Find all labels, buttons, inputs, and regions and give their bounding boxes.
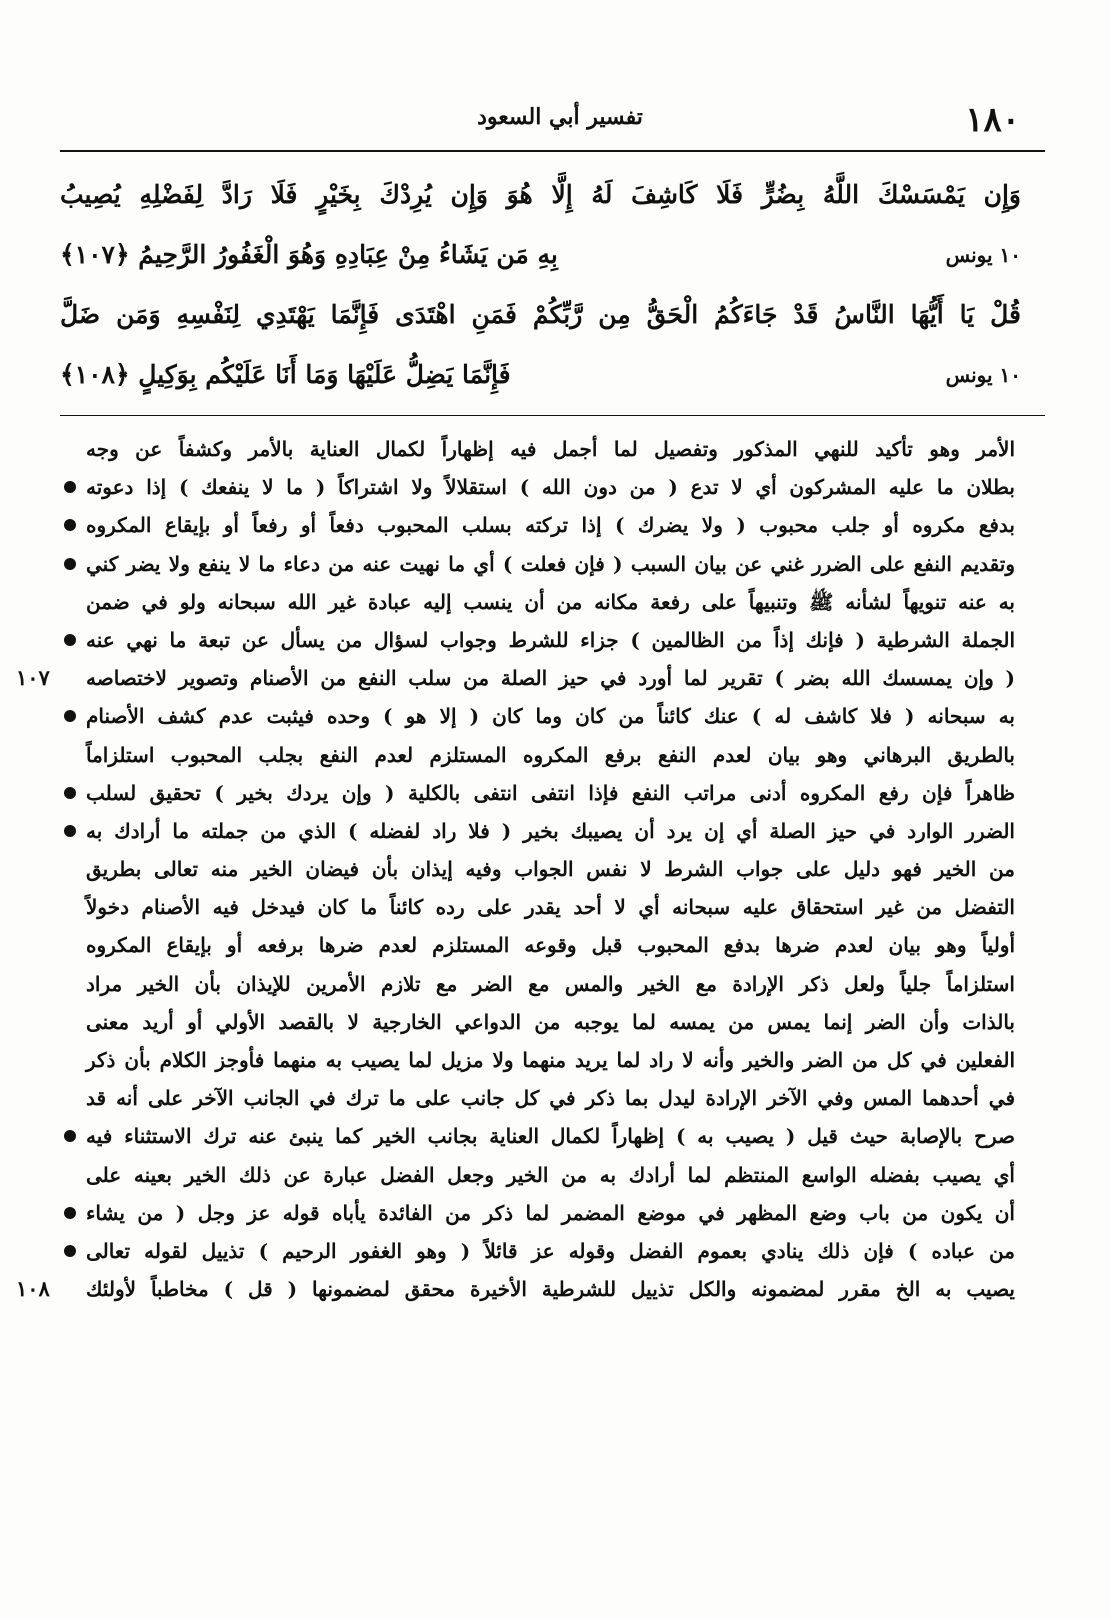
commentary-text: من عباده ) فإن ذلك ينادي بعموم الفضل وقوله عز قائلاً ( وهو الغفور الرحيم ) تذييل لقوله تعالى	[86, 1238, 1015, 1263]
verse-text: وَإِن يَمْسَسْكَ اللَّهُ بِضُرٍّ فَلَا كَاشِفَ لَهُ إِلَّا هُوَ وَإِن يُرِدْكَ بِخَيْرٍ فَلَا رَادَّ لِفَضْلِهِ يُصِيبُ	[60, 180, 1021, 209]
commentary-text: أولياً وهو بيان لعدم ضرها بدفع المحبوب قبل وقوعه المستلزم لعدم ضرها برفعه أو بإيقاع المكروه	[86, 933, 1015, 958]
commentary-text: بطلان ما عليه المشركون أي لا تدع ( من دون الله ) استقلالاً ولا اشتراكاً ( ما لا ينفعك ) إذا دعوته	[86, 475, 1015, 500]
commentary-text: من الخير فهو دليل على جواب الشرط لا نفس الجواب وفيه إيذان بأن فيضان الخير منه تعالى بطريق	[86, 857, 1015, 882]
commentary-text: ( وإن يمسسك الله بضر ) تقرير لما أورد في حيز الصلة من سلب النفع من الأصنام وتصوير لاختصاصه	[86, 666, 1015, 691]
verse-line	[60, 165, 1045, 225]
commentary-line	[60, 812, 1045, 850]
commentary-line	[60, 1194, 1045, 1232]
commentary-line	[60, 468, 1045, 506]
verse-text: بِهِ مَن يَشَاءُ مِنْ عِبَادِهِ وَهُوَ الْغَفُورُ الرَّحِيمُ ﴿١٠٧﴾	[60, 240, 558, 269]
commentary-text: التفضل من غير استحقاق عليه سبحانه أي لا أحد يقدر على رده كائناً ما كان فيدخل فيه الأصنام دخولاً	[86, 895, 1015, 920]
commentary-text: الجملة الشرطية ( فإنك إذاً من الظالمين ) جزاء للشرط وجواب لسؤال من يسأل عن تبعة ما نهي عنه	[86, 627, 1015, 652]
header-rule	[60, 150, 1045, 152]
verse-separator-rule	[60, 415, 1045, 416]
bullet-marker	[64, 787, 76, 799]
bullet-marker	[64, 519, 76, 531]
commentary-text: الفعلين في كل من الضر والخير وأنه لا راد لما يريد منهما ولا مزيل لما يصيب به منهما فأوجز الكلام بأن ذكر	[86, 1048, 1015, 1072]
page-number: ١٨٠	[965, 100, 1020, 140]
commentary-line	[60, 430, 1045, 468]
commentary-line	[60, 926, 1045, 964]
commentary-line	[60, 583, 1045, 621]
commentary-line	[60, 545, 1045, 583]
bullet-marker	[64, 481, 76, 493]
commentary-text: في أحدهما المس وفي الآخر الإرادة ليدل بما ذكر في كل جانب على ما ترك في الجانب الآخر على أنه قد	[86, 1086, 1016, 1111]
page-header	[60, 100, 1060, 150]
commentary-line	[60, 697, 1045, 735]
commentary-line	[60, 1041, 1045, 1079]
commentary-line	[60, 774, 1045, 812]
verse-line	[60, 225, 1045, 285]
commentary-line	[60, 888, 1045, 926]
commentary-text: ظاهراً فإن رفع المكروه أدنى مراتب النفع فإذا انتفى انتفى بالكلية ( وإن يردك بخير ) تحقيق لسلب	[86, 780, 1015, 805]
commentary-line	[60, 850, 1045, 888]
commentary-text: وتقديم النفع على الضرر غني عن بيان السبب ( فإن فعلت ) أي ما نهيت عنه من دعاء ما لا ينفع ولا يضر كني	[86, 551, 1015, 576]
commentary-text: بدفع مكروه أو جلب محبوب ( ولا يضرك ) إذا تركته بسلب المحبوب دفعاً أو رفعاً أو بإيقاع المكروه	[86, 513, 1015, 538]
bullet-marker	[64, 634, 76, 646]
commentary-line	[60, 736, 1045, 774]
commentary-line	[60, 1003, 1045, 1041]
verse-text: فَإِنَّمَا يَضِلُّ عَلَيْهَا وَمَا أَنَا عَلَيْكُم بِوَكِيلٍ ﴿١٠٨﴾	[60, 360, 511, 389]
commentary-text: استلزاماً جلياً ولعل ذكر الإرادة مع الخير والمس مع الضر مع تلازم الأمرين للإيذان بأن الخير مراد	[86, 971, 1015, 996]
verse-number-marker: ١٠٨	[16, 1276, 50, 1302]
bullet-marker	[64, 710, 76, 722]
surah-reference: ١٠ يونس	[945, 363, 1021, 387]
commentary-line	[60, 965, 1045, 1003]
commentary-line	[16, 659, 1045, 697]
verse-line	[60, 285, 1045, 345]
commentary-block	[16, 430, 1045, 1308]
commentary-line	[16, 1270, 1045, 1308]
commentary-text: بالطريق البرهاني وهو بيان لعدم النفع برفع المكروه المستلزم لعدم النفع بجلب المحبوب استلزاماً	[86, 742, 1016, 767]
bullet-marker	[64, 825, 76, 837]
commentary-line	[60, 1117, 1045, 1155]
commentary-line	[60, 1079, 1045, 1117]
commentary-text: به عنه تنويهاً لشأنه ﷺ وتنبيهاً على رفعة مكانه من أن ينسب إليه عبادة غير الله سبحانه ولو في ضمن	[86, 589, 1015, 614]
bullet-marker	[64, 1245, 76, 1257]
commentary-line	[60, 1156, 1045, 1194]
quran-verses-block	[60, 165, 1045, 405]
commentary-text: الضرر الوارد في حيز الصلة أي إن يرد أن يصيبك بخير ( فلا راد لفضله ) الذي من جملته ما أرادك به	[86, 818, 1015, 843]
verse-text: قُلْ يَا أَيُّهَا النَّاسُ قَدْ جَاءَكُمُ الْحَقُّ مِن رَّبِّكُمْ فَمَنِ اهْتَدَى فَإِنَّمَا يَهْتَدِي لِنَفْسِهِ وَمَن ضَلَّ	[60, 300, 1021, 329]
running-title: تفسير أبي السعود	[477, 104, 643, 130]
commentary-line	[60, 1232, 1045, 1270]
commentary-text: صرح بالإصابة حيث قيل ( يصيب به ) إظهاراً لكمال العناية بجانب الخير كما ينبئ عنه ترك الاستثناء فيه	[86, 1124, 1016, 1149]
commentary-line	[60, 506, 1045, 544]
commentary-text: أي يصيب بفضله الواسع المنتظم لما أرادك به من الخير وجعل الفضل عبارة عن ذلك الخير بعينه على	[86, 1162, 1015, 1187]
surah-reference: ١٠ يونس	[945, 243, 1021, 267]
commentary-text: به سبحانه ( فلا كاشف له ) عنك كائناً من كان وما كان ( إلا هو ) وحده فيثبت عدم كشف الأصنام	[86, 704, 1015, 729]
verse-line	[60, 345, 1045, 405]
bullet-marker	[64, 558, 76, 570]
verse-number-marker: ١٠٧	[16, 665, 50, 691]
commentary-text: الأمر وهو تأكيد للنهي المذكور وتفصيل لما أجمل فيه إظهاراً لكمال العناية بالأمر وكشفاً عن وجه	[86, 437, 1015, 461]
commentary-text: أن يكون من باب وضع المظهر في موضع المضمر لما ذكر من الفائدة يأباه قوله عز وجل ( من يشاء	[86, 1200, 1015, 1225]
commentary-line	[60, 621, 1045, 659]
bullet-marker	[64, 1130, 76, 1142]
commentary-text: يصيب به الخ مقرر لمضمونه والكل تذييل للشرطية الأخيرة محقق لمضمونها ( قل ) مخاطباً لأولئك	[86, 1277, 1015, 1302]
commentary-text: بالذات وأن الضر إنما يمس من يمسه لما يوجبه من الدواعي الخارجية لا بالقصد الأولي أو أريد معنى	[86, 1009, 1015, 1034]
bullet-marker	[64, 1207, 76, 1219]
